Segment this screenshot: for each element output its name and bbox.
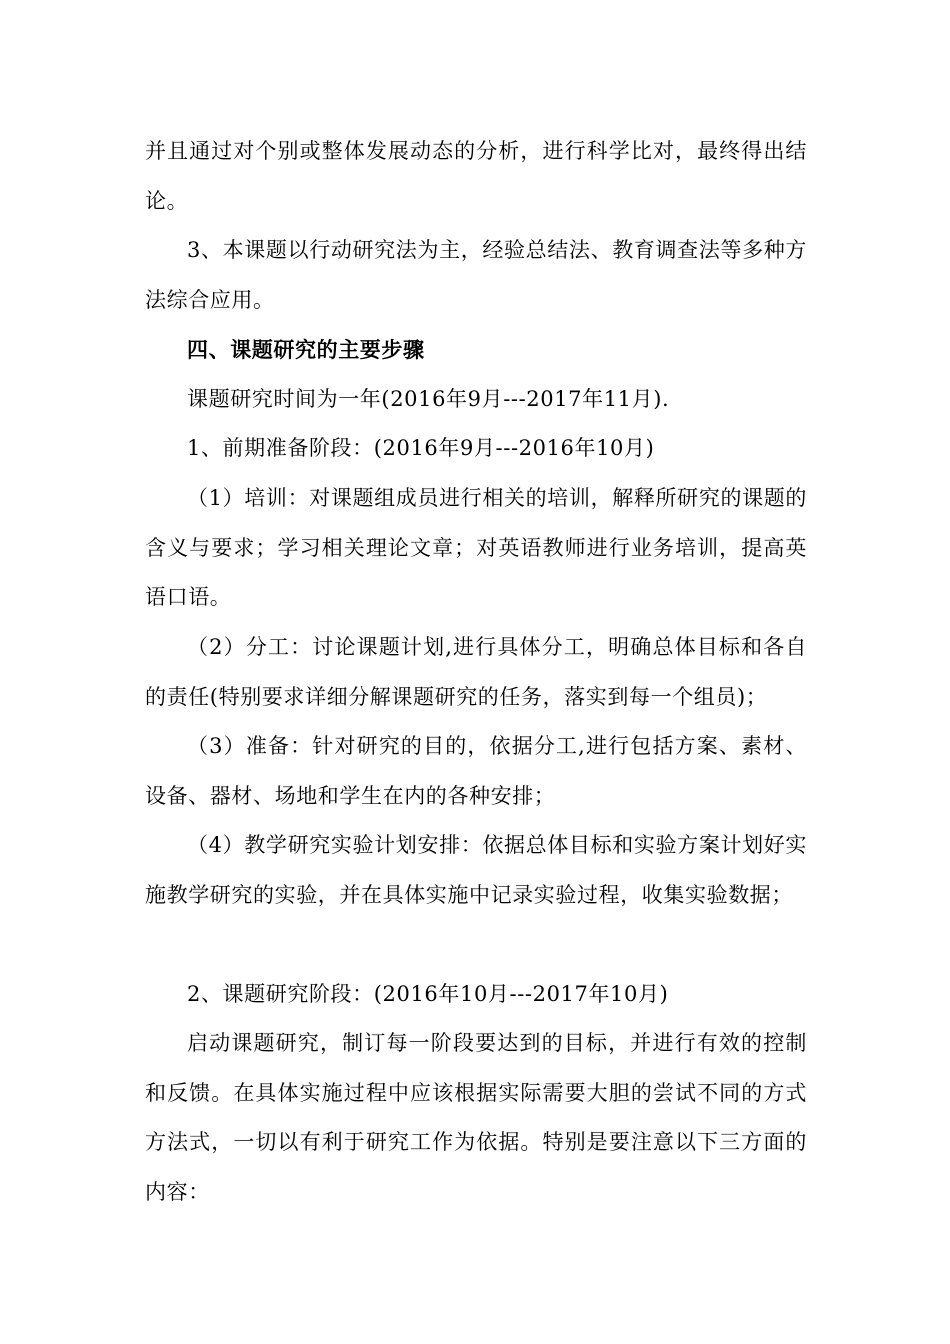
- section-heading-steps: 四、课题研究的主要步骤: [187, 337, 425, 362]
- paragraph-method-3: 3、本课题以行动研究法为主，经验总结法、教育调查法等多种方法综合应用。: [145, 238, 807, 312]
- paragraph-continuation: 并且通过对个别或整体发展动态的分析，进行科学比对，最终得出结论。: [145, 139, 807, 213]
- paragraph-preparation: （3）准备：针对研究的目的，依据分工,进行包括方案、素材、设备、器材、场地和学生在内的各种安排；: [145, 734, 807, 808]
- paragraph-division: （2）分工：讨论课题计划,进行具体分工，明确总体目标和各自的责任(特别要求详细分解课题研究的任务，落实到每一个组员)；: [145, 635, 807, 709]
- paragraph-launch-research: 启动课题研究，制订每一阶段要达到的目标，并进行有效的控制和反馈。在具体实施过程中应该根据实际需要大胆的尝试不同的方式方法式，一切以有利于研究工作为依据。特别是要注意以下三方面的内容：: [145, 1031, 807, 1204]
- paragraph-stage-2: 2、课题研究阶段：(2016年10月---2017年10月): [187, 982, 669, 1006]
- paragraph-duration: 课题研究时间为一年(2016年9月---2017年11月).: [187, 387, 670, 411]
- paragraph-experiment-plan: （4）教学研究实验计划安排：依据总体目标和实验方案计划好实施教学研究的实验，并在具体实施中记录实验过程，收集实验数据；: [145, 833, 807, 907]
- paragraph-training: （1）培训：对课题组成员进行相关的培训，解释所研究的课题的含义与要求；学习相关理论文章；对英语教师进行业务培训，提高英语口语。: [145, 486, 807, 609]
- paragraph-stage-1: 1、前期准备阶段：(2016年9月---2016年10月): [187, 436, 655, 460]
